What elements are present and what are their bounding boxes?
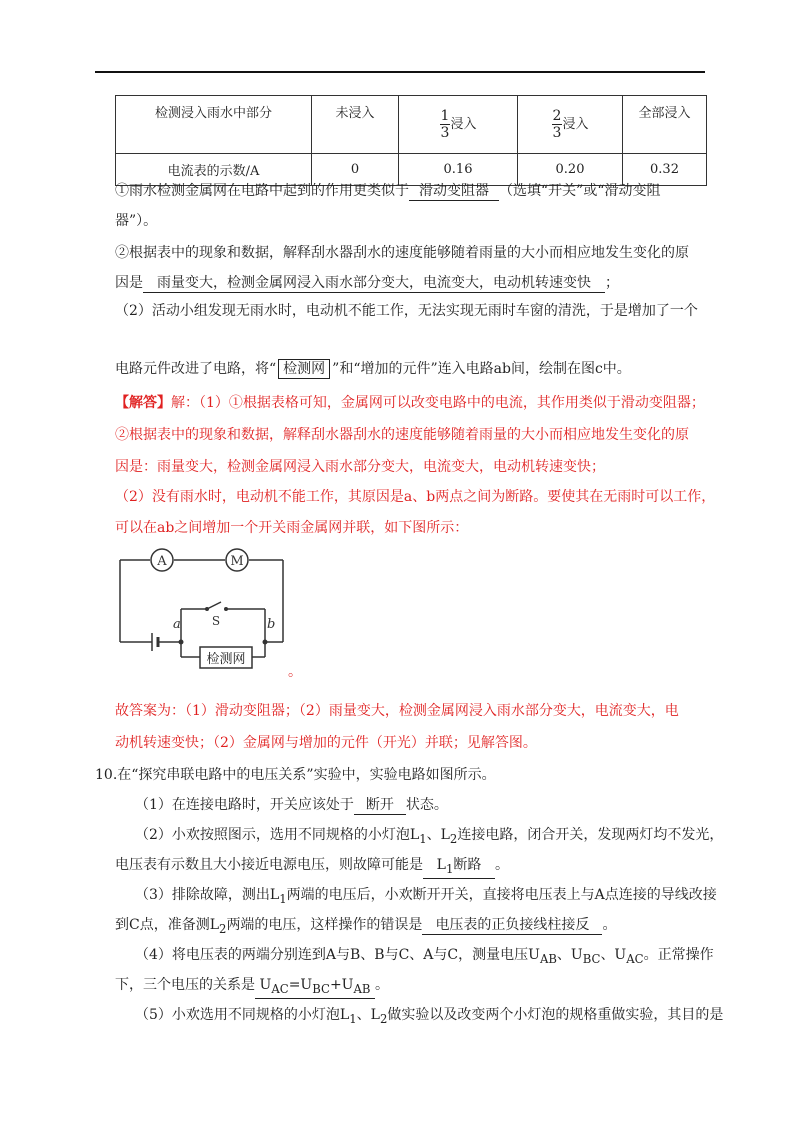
figure-period: 。	[288, 664, 302, 680]
detection-net-label: 检测网	[206, 652, 246, 667]
answer-blank: 电压表的正负接线柱接反	[422, 916, 602, 935]
q9-line-6: 电路元件改进了电路，将“ 检测网 ”和“增加的元件”连入电路ab间，绘制在图c中。	[115, 361, 631, 377]
q10-part-2a: （2）小欢按照图示，选用不同规格的小灯泡$L_1$、$L_2$连接电路，闭合开关，发现两灯均不发光，	[135, 827, 724, 846]
q9-line-2: 器”）。	[115, 213, 158, 229]
solution-tag: 【解答】	[115, 395, 171, 411]
table-header-cell: $\frac{2}{3}$ 浸入	[518, 96, 623, 154]
q10-part-3a: （3）排除故障，测出$L_1$两端的电压后，小欢断开开关，直接将电压表上与A点连接的导线改接	[135, 887, 717, 906]
fraction: $\frac{1}{3}$	[440, 108, 450, 141]
svg-text:A: A	[157, 554, 167, 569]
q10-part-4b: 下，三个电压的关系是 $U_{AC}=U_{BC}+U_{AB}$ 。	[115, 975, 389, 999]
table-row-label: 电流表的示数/A	[116, 154, 312, 186]
switch-label: S	[211, 614, 221, 628]
answer-line-1: 故答案为：（1）滑动变阻器；（2）雨量变大，检测金属网浸入雨水部分变大，电流变大，电	[115, 703, 679, 719]
fraction: $\frac{2}{3}$	[552, 108, 562, 141]
q10-part-3b: 到C点，准备测$L_2$两端的电压，这样操作的错误是 电压表的正负接线柱接反 。	[115, 917, 617, 936]
answer-line-2: 动机转速变快；（2）金属网与增加的元件（开光）并联；见解答图。	[115, 735, 537, 751]
solution-line-3: 因是：雨量变大，检测金属网浸入雨水部分变大，电流变大，电动机转速变快；	[115, 459, 605, 475]
solution-line-2: ②根据表中的现象和数据，解释刮水器刮水的速度能够随着雨量的大小而相应地发生变化的原	[115, 427, 689, 443]
solution-line-1: 【解答】解：（1）①根据表格可知，金属网可以改变电路中的电流，其作用类似于滑动变阻器；	[115, 395, 705, 411]
switch-contact-right	[224, 607, 228, 611]
detection-net-box: 检测网	[278, 359, 330, 379]
svg-text:M: M	[230, 554, 244, 569]
ammeter-icon	[151, 549, 173, 571]
q9-line-1: ①雨水检测金属网在电路中起到的作用更类似于 滑动变阻器 （选填“开关”或“滑动变阻	[115, 183, 661, 199]
q10-part-1: （1）在连接电路时，开关应该处于 断开 状态。	[135, 797, 448, 813]
solution-line-5: 可以在ab之间增加一个开关雨金属网并联，如下图所示：	[115, 520, 469, 536]
answer-blank: 雨量变大，检测金属网浸入雨水部分变大，电流变大，电动机转速变快	[143, 274, 605, 293]
answer-blank: 断开	[354, 796, 406, 815]
q9-line-5: （2）活动小组发现无雨水时，电动机不能工作，无法实现无雨时车窗的清洗，于是增加了一个	[115, 303, 698, 319]
node-a	[179, 640, 184, 645]
table-cell: 0.32	[623, 154, 707, 186]
header-rule	[95, 71, 705, 73]
table-header-cell: $\frac{1}{3}$ 浸入	[399, 96, 518, 154]
table-header-cell: 全部浸入	[623, 96, 707, 154]
question-number: 10.	[95, 767, 118, 783]
q10-part-4a: （4）将电压表的两端分别连到A与B、B与C、A与C，测量电压$U_{AB}$、$U_{BC}$、$U_{AC}$。正常操作	[135, 947, 714, 966]
data-table	[115, 95, 707, 186]
switch-contact-left	[205, 607, 209, 611]
table-cell: 0.16	[399, 154, 518, 186]
solution-line-4: （2）没有雨水时，电动机不能工作，其原因是a、b两点之间为断路。要使其在无雨时可以工作，	[115, 489, 716, 505]
table-header-cell: 未浸入	[312, 96, 399, 154]
node-a-label: a	[173, 617, 181, 632]
circuit-diagram	[115, 545, 295, 675]
battery-icon	[152, 633, 158, 651]
node-b	[263, 640, 268, 645]
answer-blank: $U_{AC}=U_{BC}+U_{AB}$	[255, 976, 375, 999]
table-cell: 0.20	[518, 154, 623, 186]
node-b-label: b	[267, 617, 276, 632]
q10-part-5: （5）小欢选用不同规格的小灯泡$L_1$、$L_2$做实验以及改变两个小灯泡的规格重做实验，其目的是	[135, 1007, 724, 1026]
q9-line-3: ②根据表中的现象和数据，解释刮水器刮水的速度能够随着雨量的大小而相应地发生变化的原	[115, 245, 689, 261]
q10-intro: 10.在“探究串联电路中的电压关系”实验中，实验电路如图所示。	[95, 767, 496, 783]
table-cell: 0	[312, 154, 399, 186]
table-header-cell: 检测浸入雨水中部分	[116, 96, 312, 154]
answer-blank: $L_1$断路	[423, 856, 495, 879]
motor-icon	[226, 549, 248, 571]
q9-line-4: 因是 雨量变大，检测金属网浸入雨水部分变大，电流变大，电动机转速变快 ；	[115, 275, 619, 291]
answer-blank: 滑动变阻器	[409, 182, 499, 201]
q10-part-2b: 电压表有示数且大小接近电源电压，则故障可能是 $L_1$断路 。	[115, 855, 509, 879]
